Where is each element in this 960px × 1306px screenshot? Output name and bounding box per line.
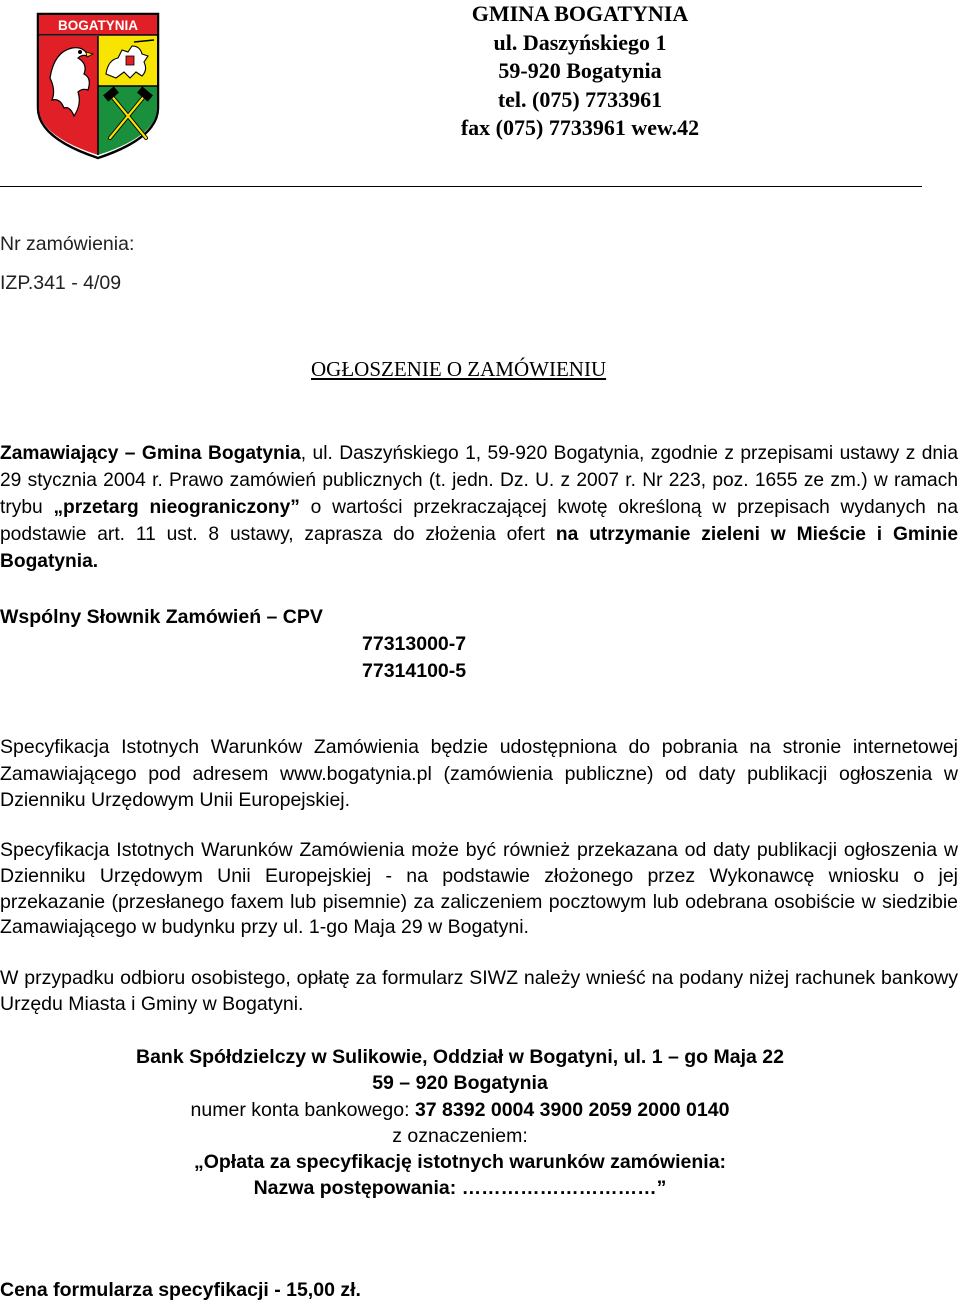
order-number-label: Nr zamówienia: <box>0 233 135 255</box>
bank-details <box>60 1044 860 1202</box>
bank-account-number: 37 8392 0004 3900 2059 2000 0140 <box>414 1098 730 1121</box>
cpv-section <box>0 604 560 685</box>
header-postal-city: 59-920 Bogatynia <box>498 58 662 83</box>
bogatynia-coat-of-arms-logo <box>36 12 160 160</box>
order-number-value: IZP.341 - 4/09 <box>0 272 122 294</box>
letterhead-address <box>300 0 860 143</box>
transfer-title-label: z oznaczeniem: <box>392 1124 528 1147</box>
header-office-name: GMINA BOGATYNIA <box>471 1 689 26</box>
bank-account-line <box>60 1097 860 1123</box>
header-fax: fax (075) 7733961 wew.42 <box>460 115 700 140</box>
header-divider <box>0 186 922 187</box>
procedure-type: „przetarg nieograniczony” <box>53 497 300 518</box>
intro-paragraph <box>0 440 958 575</box>
contracting-authority: Zamawiający – Gmina Bogatynia <box>0 443 301 464</box>
crest-banner-text: BOGATYNIA <box>58 18 138 33</box>
siwz-payment-paragraph: W przypadku odbioru osobistego, opłatę za formularz SIWZ należy wnieść na podany niżej rachunek bankowy Urzędu Miasta i Gminy w Bogatyni. <box>0 967 958 1015</box>
bank-account-label: numer konta bankowego: <box>190 1098 415 1121</box>
specification-price: Cena formularza specyfikacji - 15,00 zł. <box>0 1279 361 1301</box>
cpv-title: Wspólny Słownik Zamówień – CPV <box>0 606 323 628</box>
siwz-delivery-paragraph: Specyfikacja Istotnych Warunków Zamówienia może być również przekazana od daty publikacji ogłoszenia w Dzienniku Urzędowym Unii Europejskiej - na podstawie złożonego przez Wykonawcę wniosku o jej przekazanie (przesłanego faxem lub pisemnie) za zaliczeniem pocztowym lub odebrana osobiście w siedzibie Zamawiającego w budynku przy ul. 1-go Maja 29 w Bogatyni. <box>0 839 958 939</box>
intro-text-part1: , ul. Daszyńskiego 1, 59-920 Bogatynia, zgodnie z przepisami ustawy z dnia 29 stycznia 2004 r. Prawo zamówień publicznych (t. jedn. Dz. U. z 2007 r. Nr 223, poz. 1655 ze zm.) w ramach trybu <box>0 443 958 518</box>
header-phone: tel. (075) 7733961 <box>497 86 663 112</box>
cpv-code: 77314100-5 <box>362 660 467 682</box>
notice-title: OGŁOSZENIE O ZAMÓWIENIU <box>311 357 607 381</box>
order-subject: na utrzymanie zieleni w Mieście i Gminie Bogatynia. <box>0 524 959 572</box>
procedure-name-field: Nazwa postępowania: …………………………” <box>253 1177 667 1200</box>
transfer-title: „Opłata za specyfikację istotnych warunków zamówienia: <box>193 1151 727 1174</box>
bank-postal-city: 59 – 920 Bogatynia <box>372 1072 548 1095</box>
header-street: ul. Daszyńskiego 1 <box>493 29 667 55</box>
cpv-code: 77313000-7 <box>362 633 467 655</box>
intro-text-part2: o wartości przekraczającej kwotę określoną w przepisach wydanych na podstawie art. 11 ust. 8 ustawy, zaprasza do złożenia ofert <box>0 497 958 545</box>
bank-name-address: Bank Spółdzielczy w Sulikowie, Oddział w Bogatyni, ul. 1 – go Maja 22 <box>136 1046 784 1068</box>
siwz-availability-paragraph: Specyfikacja Istotnych Warunków Zamówienia będzie udostępniona do pobrania na stronie internetowej Zamawiającego pod adresem www.bogatynia.pl (zamówienia publiczne) od daty publikacji ogłoszenia w Dzienniku Urzędowym Unii Europejskiej. <box>0 736 958 811</box>
